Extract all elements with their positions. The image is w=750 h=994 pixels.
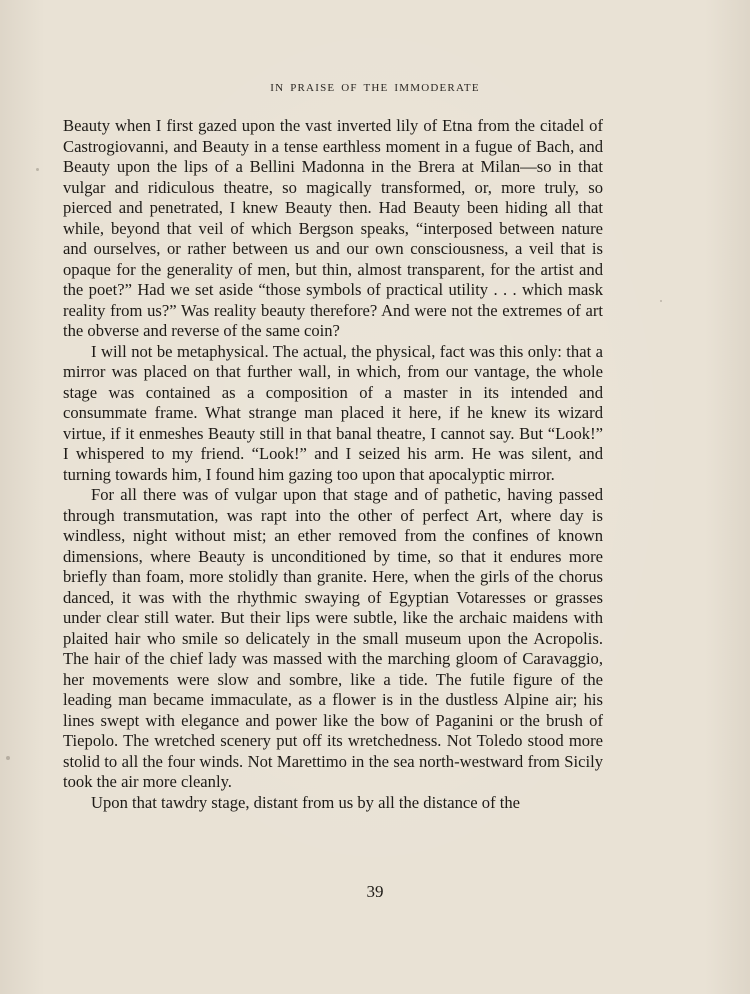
- paragraph-3: For all there was of vulgar upon that stage and of pathetic, having passed through transmutation, was rapt into the other of perfect Art, where day is windless, night without mist; an ether removed from the confines of known dimensions, where Beauty is unconditioned by time, so that it endures more briefly than foam, more stolidly than granite. Here, when the girls of the chorus danced, it was with the rhythmic swaying of Egyptian Votaresses or grasses under clear still water. But their lips were subtle, like the archaic maidens with plaited hair who smile so delicately in the small museum upon the Acropolis. The hair of the chief lady was massed with the marching gloom of Caravaggio, her movements were slow and sombre, like a tide. The futile figure of the leading man became immaculate, as a flower is in the dustless Alpine air; his lines swept with elegance and power like the bow of Paganini or the brush of Tiepolo. The wretched scenery put off its wretchedness. Not Toledo stood more stolid to all the four winds. Not Marettimo in the sea north-westward from Sicily took the air more cleanly.: [63, 485, 603, 791]
- running-head: IN PRAISE OF THE IMMODERATE: [270, 82, 480, 94]
- page-number: 39: [366, 882, 384, 901]
- paper-speck: [6, 756, 10, 760]
- paper-speck: [36, 168, 39, 171]
- body-text: [63, 116, 603, 813]
- paper-speck: [660, 300, 662, 302]
- paragraph-1: Beauty when I first gazed upon the vast inverted lily of Etna from the citadel of Castrogiovanni, and Beauty in a tense earthless moment in a fugue of Bach, and Beauty upon the lips of a Bellini Madonna in the Brera at Milan—so in that vulgar and ridiculous theatre, so magically transformed, or, more truly, so pierced and penetrated, I knew Beauty then. Had Beauty been hiding all that while, beyond that veil of which Bergson speaks, “interposed between nature and ourselves, or rather between us and our own consciousness, a veil that is opaque for the generality of men, but thin, almost transparent, for the artist and the poet?” Had we set aside “those symbols of practical utility . . . which mask reality from us?” Was reality beauty therefore? And were not the extremes of art the obverse and reverse of the same coin?: [63, 116, 603, 340]
- paragraph-2: I will not be metaphysical. The actual, the physical, fact was this only: that a mirror was placed on that further wall, in which, from our vantage, the whole stage was contained as a composition of a master in its intended and consummate frame. What strange man placed it here, if he knew its wizard virtue, if it enmeshes Beauty still in that banal theatre, I cannot say. But “Look!” I whispered to my friend. “Look!” and I seized his arm. He was silent, and turning towards him, I found him gazing too upon that apocalyptic mirror.: [63, 341, 603, 484]
- paragraph-4: Upon that tawdry stage, distant from us by all the distance of the: [91, 792, 521, 812]
